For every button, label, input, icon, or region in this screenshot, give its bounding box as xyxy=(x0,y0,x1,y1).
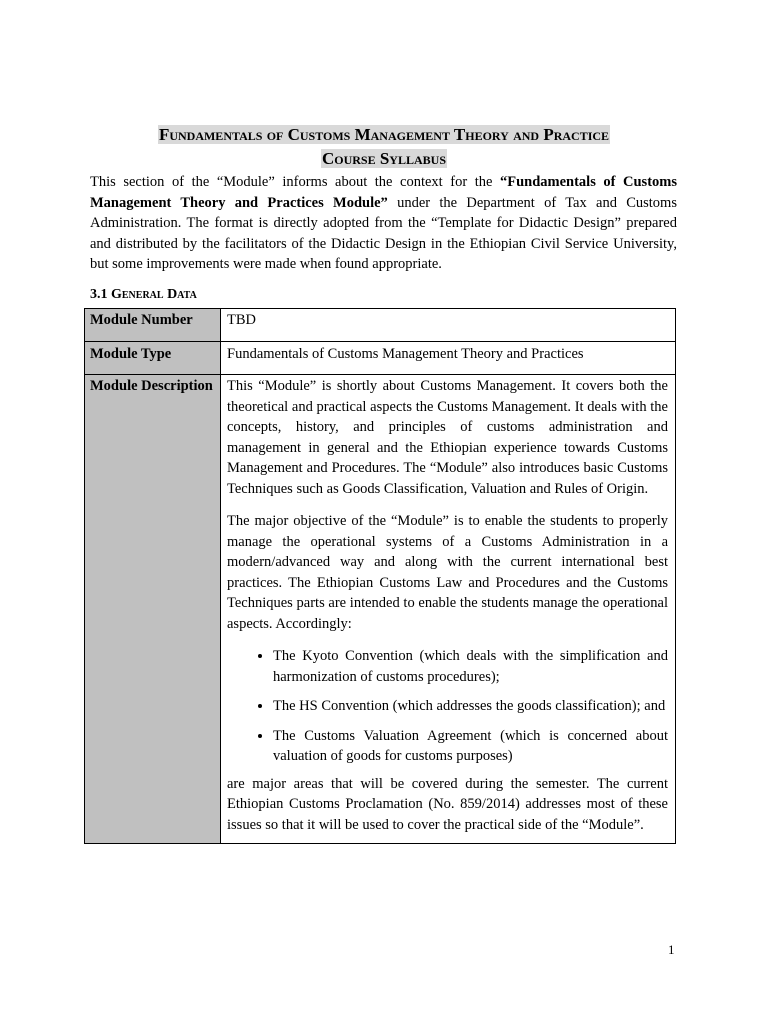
list-item: • The Kyoto Convention (which deals with the simplification and harmonization of customs procedures); xyxy=(273,646,668,687)
module-number-label xyxy=(85,309,221,342)
description-paragraph-3: are major areas that will be covered during the semester. The current Ethiopian Customs Proclamation (No. 859/2014) addresses most of these issues so that it will be used to cover the practical side of the “Module”. xyxy=(227,775,668,833)
module-description-label xyxy=(85,375,221,844)
description-bullet-list xyxy=(227,646,668,767)
document-title-line-2 xyxy=(0,149,768,169)
description-paragraph-2: The major objective of the “Module” is to enable the students to properly manage the operational systems of a Customs Administration in a modern/advanced way and along with the current international best practices. The Ethiopian Customs Law and Procedures and the Customs Techniques parts are intended to enable the students manage the operational aspects. Accordingly: xyxy=(227,513,668,632)
intro-text-after: under the Department of Tax and Customs Administration. The format is directly adopted from the “Template for Didactic Design” prepared and distributed by the facilitators of the Didactic Design in the Ethiopian Civil Service University, but some improvements were made when found appropriate. xyxy=(90,194,677,272)
intro-paragraph xyxy=(90,172,677,275)
module-number-value xyxy=(221,309,676,342)
intro-text-bold: “Fundamentals of Customs Management Theory and Practices Module” xyxy=(90,174,677,211)
module-description-value xyxy=(221,375,676,844)
general-data-table xyxy=(84,308,676,844)
section-heading: 3.1 General Data xyxy=(90,287,197,302)
module-type-label xyxy=(85,342,221,375)
intro-text-before: This section of the “Module” informs about the context for the xyxy=(90,174,500,190)
table-row xyxy=(85,309,676,342)
table-row xyxy=(85,375,676,844)
module-type-value xyxy=(221,342,676,375)
module-number-label-text: Module Number xyxy=(90,312,193,328)
page-number: 1 xyxy=(668,942,675,957)
module-number-value-text: TBD xyxy=(227,312,256,328)
description-paragraph-1: This “Module” is shortly about Customs Management. It covers both the theoretical and practical aspects the Customs Management. It deals with the concepts, history, and principles of customs administration and management in general and the Ethiopian experience towards Customs Management and Procedures. The “Module” also introduces basic Customs Techniques such as Goods Classification, Valuation and Rules of Origin. xyxy=(227,378,668,497)
document-title-line-1 xyxy=(0,125,768,145)
module-type-label-text: Module Type xyxy=(90,346,172,362)
document-title-text-2: Course Syllabus xyxy=(321,149,446,168)
list-item: • The HS Convention (which addresses the goods classification); and xyxy=(273,696,668,717)
list-item: • The Customs Valuation Agreement (which is concerned about valuation of goods for customs purposes) xyxy=(273,726,668,767)
module-description-label-text: Module Description xyxy=(90,378,213,394)
document-title-text-1: Fundamentals of Customs Management Theory and Practice xyxy=(158,125,610,144)
table-row xyxy=(85,342,676,375)
module-type-value-text: Fundamentals of Customs Management Theory and Practices xyxy=(227,346,584,362)
